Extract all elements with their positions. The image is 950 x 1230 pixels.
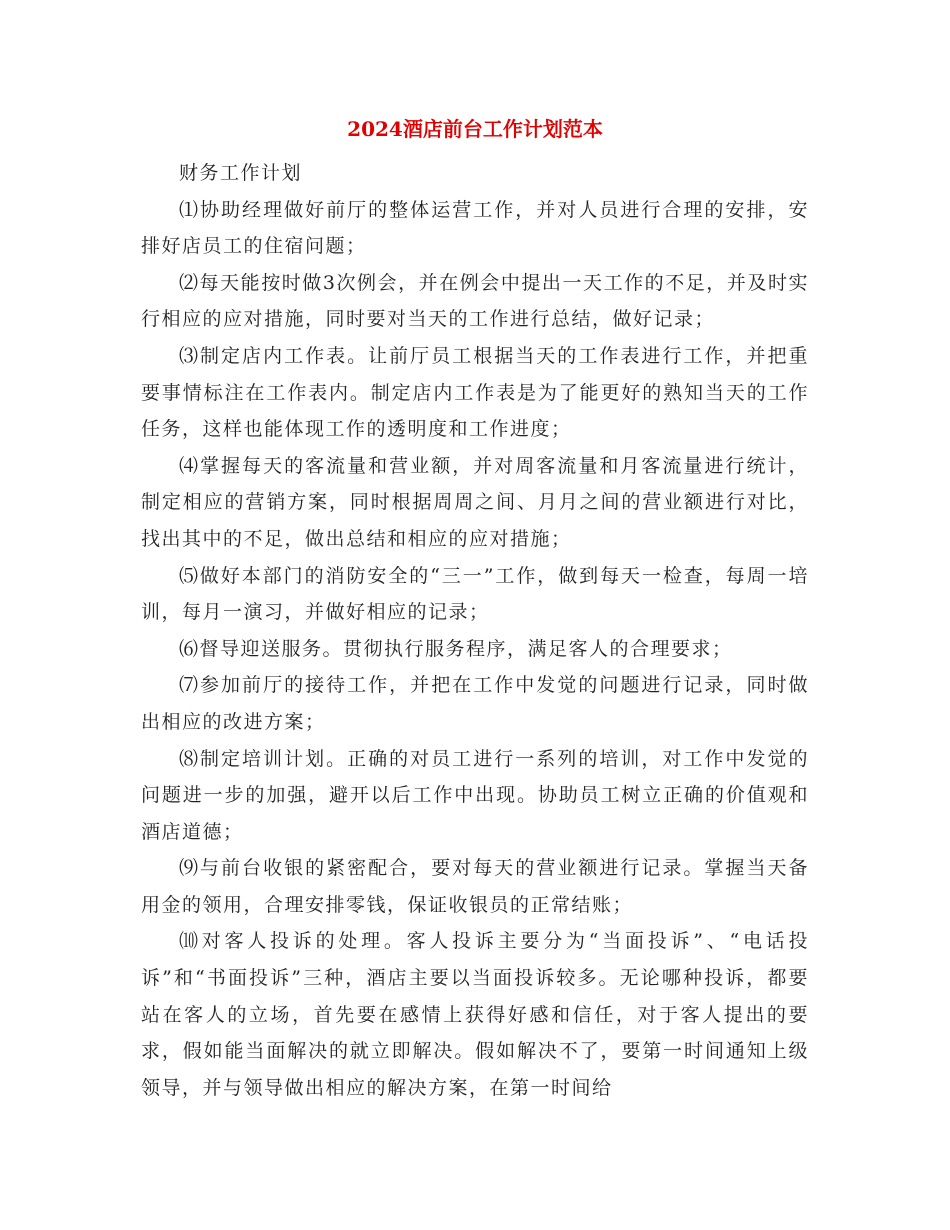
paragraph-6: ⑹督导迎送服务。贯彻执行服务程序，满足客人的合理要求； (179, 637, 733, 660)
paragraph-9: ⑼与前台收银的紧密配合，要对每天的营业额进行记录。掌握当天备用金的领用，合理安排零钱，保证收银员的正常结账； (141, 857, 809, 916)
paragraph-2: ⑵每天能按时做3次例会，并在例会中提出一天工作的不足，并及时实行相应的应对措施，同时要对当天的工作进行总结，做好记录； (141, 271, 809, 331)
section-heading: 财务工作计划 (179, 162, 303, 184)
paragraph-3: ⑶制定店内工作表。让前厅员工根据当天的工作表进行工作，并把重要事情标注在工作表内。制定店内工作表是为了能更好的熟知当天的工作任务，这样也能体现工作的透明度和工作进度； (141, 344, 809, 441)
paragraph-5: ⑸做好本部门的消防安全的“三一”工作，做到每天一检查，每周一培训，每月一演习，并做好相应的记录； (141, 564, 809, 624)
paragraph-8: ⑻制定培训计划。正确的对员工进行一系列的培训，对工作中发觉的问题进一步的加强，避开以后工作中出现。协助员工树立正确的价值观和酒店道德； (141, 747, 809, 843)
document-title: 2024酒店前台工作计划范本 (347, 117, 603, 141)
paragraph-1: ⑴协助经理做好前厅的整体运营工作，并对人员进行合理的安排，安排好店员工的住宿问题； (141, 198, 809, 258)
paragraph-10: ⑽对客人投诉的处理。客人投诉主要分为“当面投诉”、“电话投诉”和“书面投诉”三种，酒店主要以当面投诉较多。无论哪种投诉，都要站在客人的立场，首先要在感情上获得好感和信任，对于客人提出的要求，假如能当面解决的就立即解决。假如解决不了，要第一时间通知上级领导，并与领导做出相应的解决方案，在第一时间给 (141, 930, 809, 1099)
document-body (141, 155, 809, 1106)
paragraph-7: ⑺参加前厅的接待工作，并把在工作中发觉的问题进行记录，同时做出相应的改进方案； (141, 674, 809, 733)
paragraph-4: ⑷掌握每天的客流量和营业额，并对周客流量和月客流量进行统计，制定相应的营销方案，同时根据周周之间、月月之间的营业额进行对比，找出其中的不足，做出总结和相应的应对措施； (141, 454, 809, 550)
